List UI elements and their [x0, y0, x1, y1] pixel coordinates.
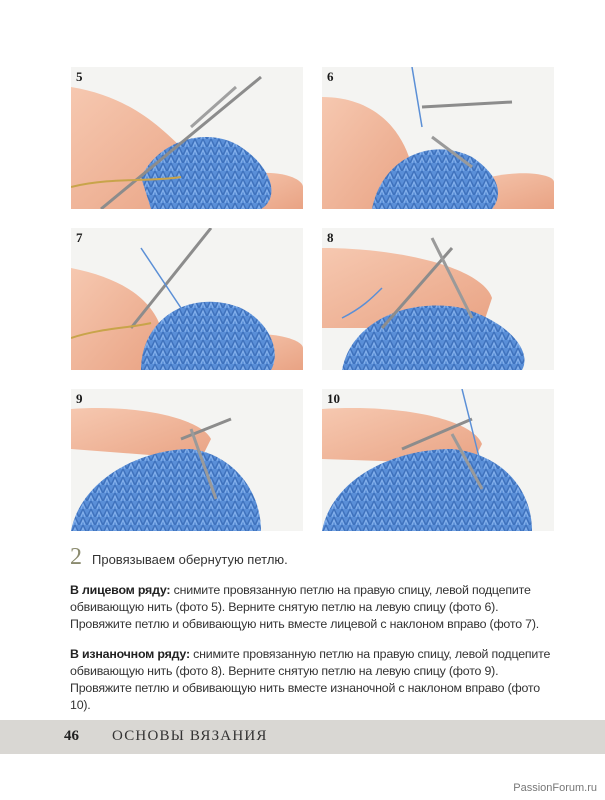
photo-label: 8	[327, 230, 334, 245]
paragraph-knit-row	[70, 582, 560, 633]
photo-9	[71, 389, 303, 531]
step-text: Провязываем обернутую петлю.	[92, 552, 288, 567]
photo-10	[322, 389, 554, 531]
paragraph-purl-row	[70, 646, 560, 714]
photo-label: 7	[76, 230, 83, 245]
photo-5	[71, 67, 303, 209]
paragraph-lead: В изнаночном ряду:	[70, 647, 190, 661]
page-number: 46	[64, 728, 79, 744]
photo-label: 9	[76, 391, 83, 406]
photo-7	[71, 228, 303, 370]
knitting-photo-illustration	[71, 389, 303, 531]
section-title: ОСНОВЫ ВЯЗАНИЯ	[112, 728, 268, 744]
knitting-photo-illustration	[71, 228, 303, 370]
paragraph-lead: В лицевом ряду:	[70, 583, 171, 597]
knitting-photo-illustration	[322, 228, 554, 370]
photo-label: 6	[327, 69, 334, 84]
step-heading	[70, 544, 288, 571]
paragraph-body: снимите провязанную петлю на правую спицу, левой подцепите обвивающую нить (фото 8). Верните снятую петлю на левую спицу (фото 9). Провяжите петлю и обвивающую нить вместе изнаночной с наклоном вправо (фото 10).	[70, 647, 551, 712]
step-number: 2	[70, 544, 82, 570]
photo-6	[322, 67, 554, 209]
knitting-photo-illustration	[322, 389, 554, 531]
photo-label: 10	[327, 391, 340, 406]
photo-8	[322, 228, 554, 370]
watermark: PassionForum.ru	[513, 782, 597, 794]
knitting-photo-illustration	[322, 67, 554, 209]
paragraph-body: снимите провязанную петлю на правую спицу, левой подцепите обвивающую нить (фото 5). Верните снятую петлю на левую спицу (фото 6). Провяжите петлю и обвивающую нить вместе лицевой с наклоном вправо (фото 7).	[70, 583, 539, 631]
photo-label: 5	[76, 69, 83, 84]
footer-band	[0, 720, 605, 754]
knitting-photo-illustration	[71, 67, 303, 209]
